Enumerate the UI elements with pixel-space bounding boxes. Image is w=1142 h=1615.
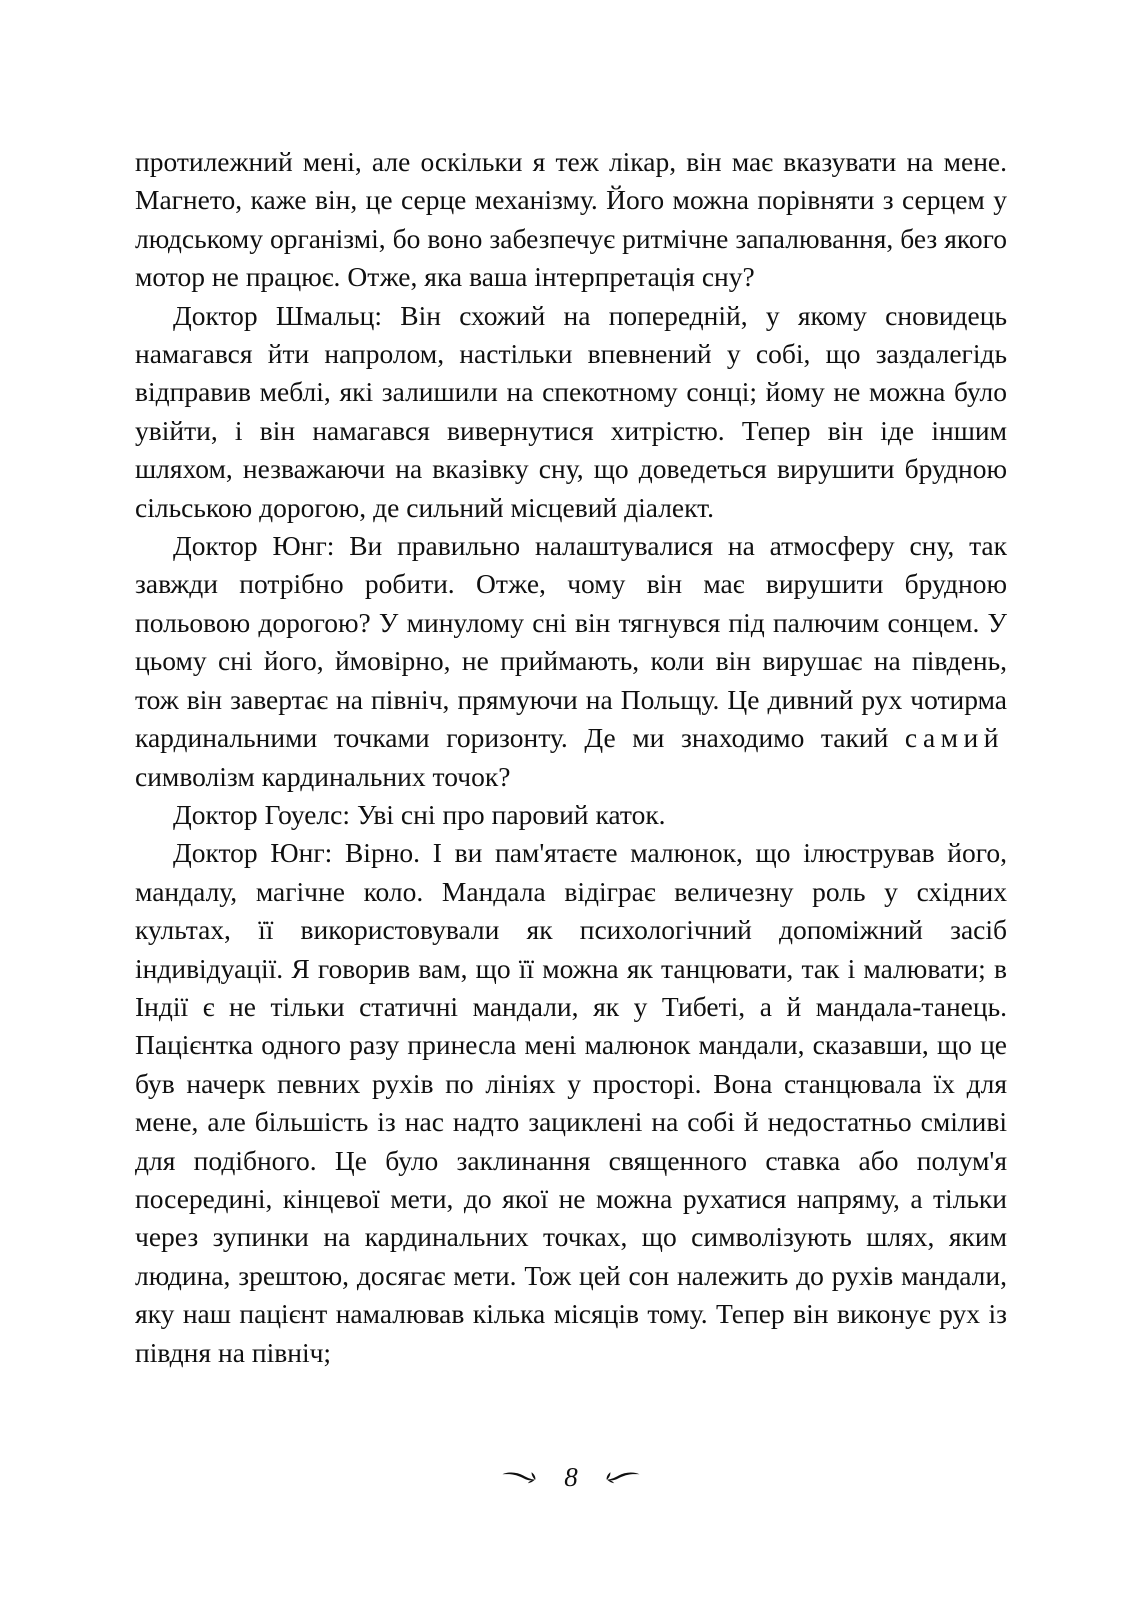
paragraph-doctor-howells: Доктор Гоуелс: Уві сні про паровий каток. (173, 798, 666, 830)
paragraph-doctor-shmalts: Доктор Шмальц: Він схожий на попередній, у якому сновидець намагався йти напролом, настільки впевнений у собі, що заздалегідь відправив меблі, які залишили на спекотному сонці; йому не можна було увійти, і він намагався вивернутися хитрістю. Тепер він іде іншим шляхом, незважаючи на вказівку сну, що доведеться вирушити брудною сільською дорогою, де сильний місцевий діалект. (135, 299, 1007, 523)
paragraph-doctor-jung-second: Доктор Юнг: Вірно. І ви пам'ятаєте малюнок, що ілюстрував його, мандалу, магічне коло. Мандала відіграє величезну роль у східних культах, її використовували як психологічний допоміжний засіб індивідуації. Я говорив вам, що її можна як танцювати, так і малювати; в Індії є не тільки статичні мандали, як у Тибеті, а й мандала-танець. Пацієнтка одного разу принесла мені малюнок мандали, сказавши, що це був начерк певних рухів по лініях у просторі. Вона станцювала їх для мене, але більшість із нас надто зациклені на собі й недостатньо сміливі для подібного. Це було заклинання священного ставка або полум'я посередині, кінцевої мети, до якої не можна рухатися напряму, а тільки через зупинки на кардинальних точках, що символізують шлях, яким людина, зрештою, досягає мети. Тож цей сон належить до рухів мандали, яку наш пацієнт намалював кілька місяців тому. Тепер він виконує рух із півдня на північ; (135, 837, 1007, 1368)
page-number: 8 (564, 1461, 578, 1492)
jung-text-before-emphasis: Доктор Юнг: Ви правильно налаштувалися на атмосферу сну, так завжди потрібно робити. Отже, чому він має вирушити брудною польовою дорогою? У минулому сні він тягнувся під палючим сонцем. У цьому сні його, ймовірно, не приймають, коли він вирушає на південь, тож він завертає на північ, прямуючи на Польщу. Це дивний рух чотирма кардинальними точками горизонту. Де ми знаходимо такий (135, 530, 1007, 754)
paragraph-continuation: протилежний мені, але оскільки я теж лікар, він має вказувати на мене. Магнето, каже він, це серце механізму. Його можна порівняти з серцем у людському організмі, бо воно забезпечує ритмічне запалювання, без якого мотор не працює. Отже, яка ваша інтерпретація сну? (135, 146, 1007, 293)
jung-text-after-emphasis: символізм кардинальних точок? (135, 760, 511, 792)
leaf-flourish-icon (595, 1468, 641, 1488)
emphasized-word-samyi: самий (904, 722, 1004, 754)
paragraph-doctor-jung-first (135, 527, 1007, 796)
page-footer (0, 1455, 1142, 1501)
page-text-body (135, 143, 1007, 1372)
leaf-flourish-icon (501, 1468, 547, 1488)
